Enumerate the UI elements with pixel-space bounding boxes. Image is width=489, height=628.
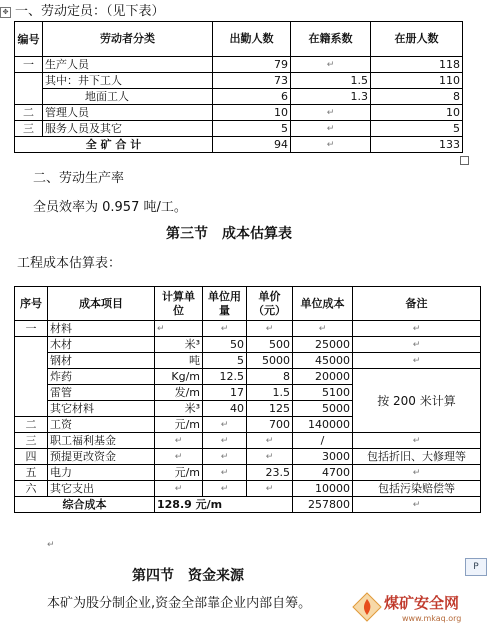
row-no: 六 (15, 481, 48, 497)
empty-cell: ↵ (203, 481, 247, 497)
row-unit: Kg/m (155, 369, 203, 385)
row-roster: 118 (371, 57, 463, 73)
row-no (15, 337, 48, 417)
empty-cell: ↵ (293, 321, 353, 337)
row-item: 预提更改资金 (48, 449, 155, 465)
table-row (15, 481, 481, 497)
funding-text: 本矿为股分制企业,资金全部靠企业内部自筹。 (47, 596, 312, 611)
row-roster: 5 (371, 121, 463, 137)
labor-table (14, 21, 463, 153)
row-cost: 20000 (293, 369, 353, 385)
row-category: 服务人员及其它 (43, 121, 213, 137)
empty-cell: ↵ (353, 497, 481, 513)
row-price: 700 (247, 417, 293, 433)
total-row (15, 497, 481, 513)
row-attend: 73 (213, 73, 291, 89)
empty-cell: ↵ (203, 321, 247, 337)
row-qty: 17 (203, 385, 247, 401)
empty-cell: ↵ (247, 321, 293, 337)
table-row (15, 337, 481, 353)
row-cost: 5000 (293, 401, 353, 417)
row-qty: 5 (203, 353, 247, 369)
empty-cell: ↵ (155, 321, 203, 337)
total-row (15, 137, 463, 153)
row-category: 管理人员 (43, 105, 213, 121)
section4-heading: 第四节 资金来源 (132, 568, 244, 584)
col-header-category: 劳动者分类 (43, 22, 213, 57)
row-category: 地面工人 (43, 89, 213, 105)
row-no: 二 (15, 105, 43, 121)
section1-title: 一、劳动定员：（见下表） (15, 4, 165, 19)
total-label: 全 矿 合 计 (15, 137, 213, 153)
col-header-no: 序号 (15, 287, 48, 321)
col-header-no: 编号 (15, 22, 43, 57)
col-header-unit: 计算单位 (155, 287, 203, 321)
row-cost: 25000 (293, 337, 353, 353)
cost-table (14, 286, 481, 513)
row-no: 三 (15, 121, 43, 137)
row-no: 五 (15, 465, 48, 481)
watermark-name: 煤矿安全网 (384, 594, 460, 612)
empty-cell: ↵ (353, 433, 481, 449)
row-unit: 元/m (155, 417, 203, 433)
row-cost: 140000 (293, 417, 353, 433)
table-row (15, 121, 463, 137)
table-row (15, 465, 481, 481)
row-item: 电力 (48, 465, 155, 481)
row-cost: 10000 (293, 481, 353, 497)
row-cost: 5100 (293, 385, 353, 401)
col-header-coef: 在籍系数 (291, 22, 371, 57)
row-no: 三 (15, 433, 48, 449)
row-attend: 5 (213, 121, 291, 137)
row-item: 雷管 (48, 385, 155, 401)
table-move-handle[interactable]: ✥ (0, 7, 11, 18)
total-cost: 257800 (293, 497, 353, 513)
row-category: 生产人员 (43, 57, 213, 73)
row-unit: 吨 (155, 353, 203, 369)
empty-cell: ↵ (291, 137, 371, 153)
row-item: 钢材 (48, 353, 155, 369)
row-price: 1.5 (247, 385, 293, 401)
row-qty: 40 (203, 401, 247, 417)
col-header-note: 备注 (353, 287, 481, 321)
row-note: 包括折旧、大修理等 (353, 449, 481, 465)
table-row (15, 353, 481, 369)
row-item: 其它支出 (48, 481, 155, 497)
row-unit: 米³ (155, 337, 203, 353)
row-cost: 3000 (293, 449, 353, 465)
table-row (15, 105, 463, 121)
row-item: 材料 (48, 321, 155, 337)
row-price: 500 (247, 337, 293, 353)
col-header-qty: 单位用量 (203, 287, 247, 321)
table-resize-handle[interactable] (460, 156, 469, 165)
row-cost: / (293, 433, 353, 449)
empty-cell: ↵ (203, 449, 247, 465)
total-label: 综合成本 (15, 497, 155, 513)
flame-icon (352, 592, 382, 622)
section2-title: 二、劳动生产率 (33, 171, 125, 186)
row-cost: 4700 (293, 465, 353, 481)
table-row (15, 57, 463, 73)
total-unit-cost: 128.9 元/m (155, 497, 293, 513)
row-item: 木材 (48, 337, 155, 353)
row-qty: 12.5 (203, 369, 247, 385)
empty-cell: ↵ (203, 465, 247, 481)
table-row (15, 449, 481, 465)
empty-cell: ↵ (353, 337, 481, 353)
row-unit: 元/m (155, 465, 203, 481)
total-roster: 133 (371, 137, 463, 153)
row-attend: 79 (213, 57, 291, 73)
total-attend: 94 (213, 137, 291, 153)
col-header-item: 成本项目 (48, 287, 155, 321)
empty-cell: ↵ (155, 449, 203, 465)
table-row (15, 369, 481, 385)
table-row (15, 89, 463, 105)
row-category: 其中：井下工人 (43, 73, 213, 89)
table-row (15, 433, 481, 449)
empty-cell: ↵ (155, 433, 203, 449)
empty-cell: ↵ (291, 57, 371, 73)
watermark-logo (352, 588, 487, 628)
row-price: 23.5 (247, 465, 293, 481)
empty-cell: ↵ (247, 433, 293, 449)
row-cost: 45000 (293, 353, 353, 369)
merged-note: 按 200 米计算 (353, 369, 481, 433)
watermark-url: www.mkaq.org (402, 614, 462, 623)
empty-cell: ↵ (291, 105, 371, 121)
row-no: 二 (15, 417, 48, 433)
empty-cell: ↵ (353, 353, 481, 369)
empty-cell: ↵ (203, 433, 247, 449)
row-price: 5000 (247, 353, 293, 369)
row-qty: 50 (203, 337, 247, 353)
row-attend: 6 (213, 89, 291, 105)
col-header-attend: 出勤人数 (213, 22, 291, 57)
col-header-price: 单价（元） (247, 287, 293, 321)
row-roster: 8 (371, 89, 463, 105)
empty-cell: ↵ (353, 465, 481, 481)
col-header-roster: 在册人数 (371, 22, 463, 57)
empty-cell: ↵ (353, 321, 481, 337)
row-unit: 米³ (155, 401, 203, 417)
row-price: 125 (247, 401, 293, 417)
paragraph-mark: ↵ (47, 540, 55, 550)
col-header-cost: 单位成本 (293, 287, 353, 321)
row-note: 包括污染赔偿等 (353, 481, 481, 497)
row-no: 一 (15, 57, 43, 73)
paste-options-icon[interactable]: P (465, 558, 487, 576)
row-price: 8 (247, 369, 293, 385)
row-roster: 10 (371, 105, 463, 121)
row-unit: 发/m (155, 385, 203, 401)
row-roster: 110 (371, 73, 463, 89)
row-no: 一 (15, 321, 48, 337)
row-coef: 1.5 (291, 73, 371, 89)
table-row (15, 73, 463, 89)
section3-heading: 第三节 成本估算表 (166, 226, 292, 242)
empty-cell: ↵ (247, 481, 293, 497)
row-attend: 10 (213, 105, 291, 121)
row-no: 四 (15, 449, 48, 465)
row-item: 职工福利基金 (48, 433, 155, 449)
row-coef: 1.3 (291, 89, 371, 105)
empty-cell: ↵ (203, 417, 247, 433)
efficiency-text: 全员效率为 0.957 吨/工。 (33, 200, 187, 215)
row-item: 工资 (48, 417, 155, 433)
row-no (15, 73, 43, 105)
table-row (15, 321, 481, 337)
cost-intro: 工程成本估算表： (17, 256, 122, 271)
row-item: 炸药 (48, 369, 155, 385)
empty-cell: ↵ (247, 449, 293, 465)
empty-cell: ↵ (291, 121, 371, 137)
empty-cell: ↵ (155, 481, 203, 497)
row-item: 其它材料 (48, 401, 155, 417)
